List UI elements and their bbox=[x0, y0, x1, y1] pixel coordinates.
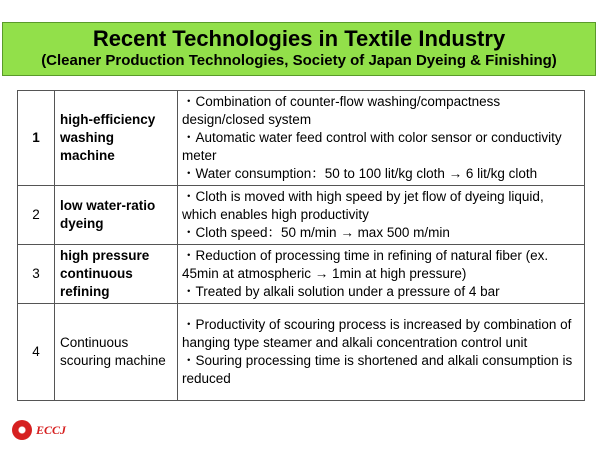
page-title: Recent Technologies in Textile Industry bbox=[92, 26, 506, 51]
description-bullet: ・Souring processing time is shortened and alkali consumption is reduced bbox=[182, 353, 573, 386]
technology-name: low water-ratio dyeing bbox=[55, 186, 178, 245]
description-bullet: ・Automatic water feed control with color sensor or conductivity meter bbox=[182, 130, 562, 163]
eccj-logo-text: ECCJ bbox=[36, 422, 67, 437]
page-subtitle: (Cleaner Production Technologies, Society of Japan Dyeing & Finishing) bbox=[41, 52, 557, 69]
title-banner bbox=[2, 22, 596, 76]
eccj-logo-icon bbox=[12, 420, 32, 440]
technologies-table bbox=[17, 90, 585, 401]
technology-name: high-efficiency washing machine bbox=[55, 91, 178, 186]
table-row bbox=[18, 245, 585, 304]
description-bullet: ・Productivity of scouring process is increased by combination of hanging type steamer and alkali concentration control unit bbox=[182, 317, 572, 350]
description-bullet: ・Treated by alkali solution under a pressure of 4 bar bbox=[182, 284, 500, 299]
technology-name: high pressure continuous refining bbox=[55, 245, 178, 304]
description-bullet: ・Water consumption：50 to 100 lit/kg cloth → 6 lit/kg cloth bbox=[182, 166, 538, 181]
table-row bbox=[18, 304, 585, 401]
description-bullet: ・Cloth is moved with high speed by jet flow of dyeing liquid, which enables high productivity bbox=[182, 189, 544, 222]
description-bullet: ・Combination of counter-flow washing/compactness design/closed system bbox=[182, 94, 501, 127]
description-bullet: ・Cloth speed：50 m/min → max 500 m/min bbox=[182, 225, 450, 240]
technology-description bbox=[178, 186, 585, 245]
technology-description bbox=[178, 304, 585, 401]
row-number: 2 bbox=[18, 186, 55, 245]
description-bullet: ・Reduction of processing time in refining of natural fiber (ex. 45min at atmospheric → 1min at high pressure) bbox=[182, 248, 549, 281]
row-number: 4 bbox=[18, 304, 55, 401]
technology-description bbox=[178, 245, 585, 304]
table-row bbox=[18, 186, 585, 245]
technology-name: Continuous scouring machine bbox=[55, 304, 178, 401]
table-row bbox=[18, 91, 585, 186]
row-number: 3 bbox=[18, 245, 55, 304]
eccj-logo bbox=[12, 420, 66, 440]
technology-description bbox=[178, 91, 585, 186]
row-number: 1 bbox=[18, 91, 55, 186]
